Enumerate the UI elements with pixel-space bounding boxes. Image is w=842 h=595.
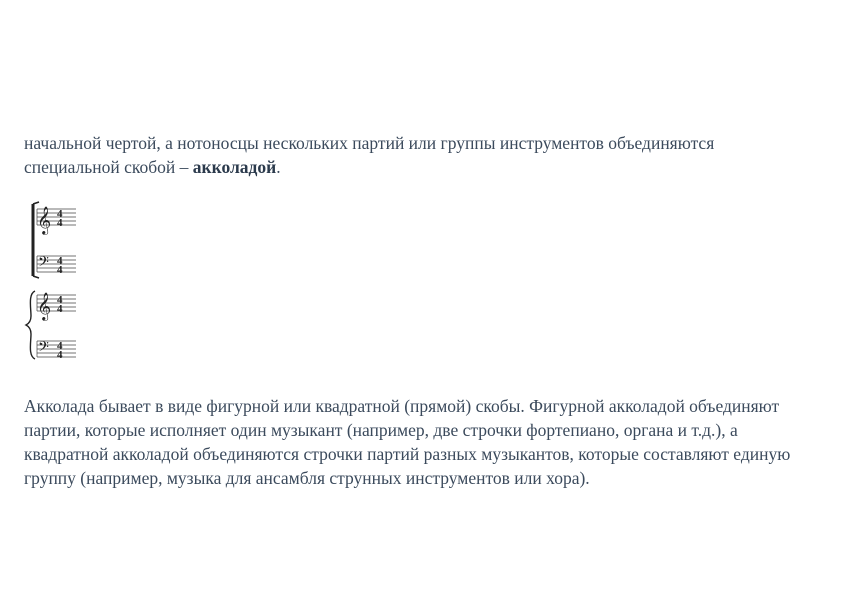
paragraph-intro [24, 131, 824, 179]
treble-clef-icon: 𝄞 [37, 292, 52, 320]
bass-clef-icon: 𝄢 [38, 254, 49, 274]
curly-brace-system [26, 291, 76, 361]
paragraph-intro-line1: начальной чертой, а нотоносцы нескольких партий или группы инструментов объединяются [24, 133, 715, 153]
time-sig-top: 4 [57, 208, 63, 220]
time-sig-bottom: 4 [57, 264, 63, 276]
brace-examples-figure [24, 198, 94, 368]
time-sig-top: 4 [57, 340, 63, 352]
curly-brace-icon [26, 291, 35, 359]
treble-clef-icon: 𝄞 [37, 206, 52, 234]
time-sig-bottom: 4 [57, 217, 63, 229]
term-akkolada: акколадой [192, 157, 277, 177]
time-sig-bottom: 4 [57, 349, 63, 361]
paragraph-intro-end: . [276, 157, 281, 177]
time-sig-top: 4 [57, 255, 63, 267]
square-brace-system [33, 202, 76, 278]
time-sig-bottom: 4 [57, 303, 63, 315]
paragraph-intro-line2: специальной скобой – [24, 157, 193, 177]
bass-clef-icon: 𝄢 [38, 339, 49, 359]
paragraph-explanation: Акколада бывает в виде фигурной или квадратной (прямой) скобы. Фигурной акколадой объединяют партии, которые исполняет один музыкант (например, две строчки фортепиано, органа и т.д.), а квадратной акколадой объединяются строчки партий разных музыкантов, которые составляют единую группу (например, музыка для ансамбля струнных инструментов или хора). [24, 396, 791, 488]
time-sig-top: 4 [57, 294, 63, 306]
